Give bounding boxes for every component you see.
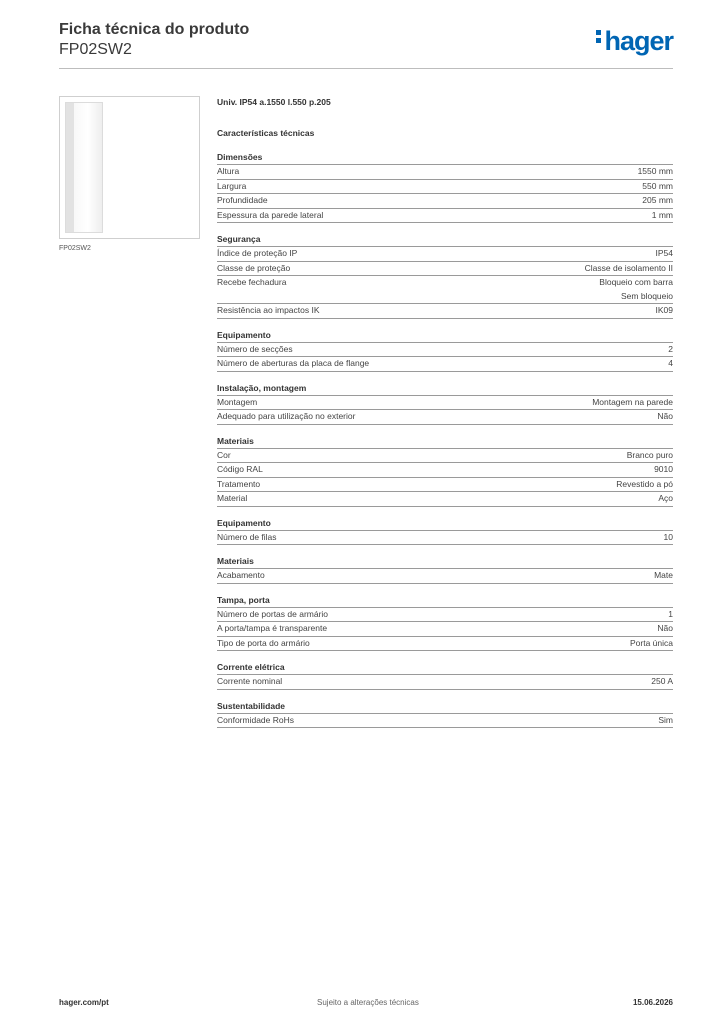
spec-label: Altura [217, 166, 240, 176]
spec-value [638, 165, 673, 179]
spec-value [658, 492, 673, 506]
spec-row [217, 714, 673, 729]
spec-label: Resistência ao impactos IK [217, 305, 320, 315]
footer-website: hager.com/pt [59, 998, 109, 1007]
spec-value-line: 550 mm [642, 180, 673, 191]
spec-label: Espessura da parede lateral [217, 209, 324, 220]
spec-label: A porta/tampa é transparente [217, 623, 328, 633]
spec-value-line: 250 A [651, 676, 673, 686]
spec-value-line: 2 [668, 343, 673, 354]
logo-dots-icon [596, 30, 602, 46]
spec-value-line: Montagem na parede [592, 396, 673, 407]
spec-group [217, 330, 673, 372]
spec-row [217, 492, 673, 507]
spec-label: Profundidade [217, 195, 268, 205]
spec-value [657, 622, 673, 636]
spec-value [656, 304, 674, 318]
spec-value [664, 531, 673, 545]
spec-label: Conformidade RoHs [217, 714, 295, 725]
spec-group [217, 662, 673, 690]
spec-value [599, 276, 673, 303]
spec-value [627, 449, 673, 463]
spec-value-line: 10 [663, 531, 673, 542]
spec-group-title: Dimensões [217, 152, 673, 165]
page-header [59, 20, 673, 68]
spec-row [217, 343, 673, 358]
spec-label: Número de aberturas da placa de flange [217, 358, 370, 368]
spec-value [616, 478, 673, 492]
spec-value-line: Porta única [630, 637, 673, 648]
spec-value-line: Aço [658, 493, 673, 503]
spec-value [668, 608, 673, 622]
spec-group-title: Segurança [217, 234, 673, 247]
spec-row [217, 478, 673, 493]
spec-group-title: Sustentabilidade [217, 701, 673, 714]
spec-row [217, 531, 673, 546]
spec-value [642, 180, 673, 194]
spec-value [642, 194, 673, 208]
spec-label: Recebe fechadura [217, 277, 287, 287]
spec-value-line: 1 mm [651, 209, 673, 220]
product-code: FP02SW2 [59, 41, 132, 58]
spec-row [217, 463, 673, 478]
spec-value [592, 396, 673, 410]
spec-row [217, 247, 673, 262]
spec-label: Código RAL [217, 464, 263, 474]
spec-groups [217, 152, 673, 728]
spec-value-line: Bloqueio com barra [599, 277, 673, 287]
footer-note: Sujeito a alterações técnicas [317, 998, 419, 1007]
product-name: Univ. IP54 a.1550 l.550 p.205 [217, 97, 331, 107]
spec-value [585, 262, 673, 276]
spec-value-line: 1550 mm [637, 166, 673, 176]
spec-value-line: Sem bloqueio [621, 290, 673, 301]
spec-group [217, 234, 673, 319]
page-title: Ficha técnica do produto [59, 21, 250, 38]
spec-label: Cor [217, 449, 231, 460]
spec-group-title: Equipamento [217, 518, 673, 531]
spec-value [668, 343, 673, 357]
spec-row [217, 675, 673, 690]
spec-row [217, 357, 673, 372]
spec-row [217, 449, 673, 464]
spec-group-title: Equipamento [217, 330, 673, 343]
spec-value [658, 714, 673, 728]
spec-value-line: IP54 [655, 248, 673, 258]
spec-value-line: IK09 [655, 305, 673, 315]
spec-group-title: Corrente elétrica [217, 662, 673, 675]
spec-label: Tipo de porta do armário [217, 637, 310, 648]
product-image [59, 96, 200, 239]
spec-content [217, 96, 673, 728]
spec-value [657, 410, 673, 424]
spec-value-line: 205 mm [642, 195, 673, 205]
spec-row [217, 608, 673, 623]
spec-value-line: Revestido a pó [616, 478, 673, 489]
spec-label: Índice de proteção IP [217, 248, 298, 258]
footer-date: 15.06.2026 [632, 998, 673, 1007]
spec-group [217, 518, 673, 546]
spec-value-line: Não [657, 623, 673, 633]
spec-label: Acabamento [217, 570, 265, 580]
spec-row [217, 194, 673, 209]
spec-group-title: Instalação, montagem [217, 383, 673, 396]
spec-label: Número de filas [217, 531, 277, 542]
spec-row [217, 637, 673, 652]
spec-value [654, 463, 673, 477]
spec-group [217, 152, 673, 223]
spec-value [630, 637, 673, 651]
spec-group [217, 436, 673, 507]
spec-label: Adequado para utilização no exterior [217, 411, 356, 421]
spec-value-line: Não [657, 411, 673, 421]
spec-row [217, 276, 673, 304]
spec-row [217, 209, 673, 224]
spec-group [217, 701, 673, 729]
spec-value [656, 247, 674, 261]
spec-group-title: Materiais [217, 436, 673, 449]
spec-value [668, 357, 673, 371]
spec-label: Largura [217, 180, 247, 191]
spec-row [217, 304, 673, 319]
spec-label: Número de secções [217, 343, 293, 354]
spec-label: Número de portas de armário [217, 608, 329, 619]
spec-row [217, 180, 673, 195]
header-divider [59, 68, 673, 69]
spec-row [217, 410, 673, 425]
spec-value-line: Classe de isolamento II [584, 262, 673, 273]
logo-text: hager [604, 26, 673, 56]
spec-group [217, 595, 673, 652]
spec-label: Montagem [217, 396, 258, 407]
hager-logo [596, 26, 673, 57]
spec-value-line: 4 [668, 358, 673, 368]
spec-value-line: Mate [654, 570, 673, 580]
spec-label: Material [217, 493, 248, 503]
spec-label: Tratamento [217, 478, 261, 489]
spec-value [654, 569, 673, 583]
spec-row [217, 262, 673, 277]
cabinet-illustration [65, 102, 103, 233]
spec-value-line: 9010 [654, 464, 673, 474]
spec-group-title: Tampa, porta [217, 595, 673, 608]
section-heading: Características técnicas [217, 128, 315, 138]
spec-label: Classe de proteção [217, 262, 291, 273]
spec-row [217, 569, 673, 584]
spec-label: Corrente nominal [217, 676, 283, 686]
spec-value-line: Sim [658, 714, 673, 725]
spec-group-title: Materiais [217, 556, 673, 569]
spec-row [217, 165, 673, 180]
spec-group [217, 383, 673, 425]
spec-value [652, 209, 673, 223]
spec-row [217, 396, 673, 411]
spec-group [217, 556, 673, 584]
spec-row [217, 622, 673, 637]
spec-value-line: Branco puro [626, 449, 673, 460]
spec-value-line: 1 [668, 608, 673, 619]
spec-value [651, 675, 673, 689]
image-caption: FP02SW2 [59, 245, 91, 252]
